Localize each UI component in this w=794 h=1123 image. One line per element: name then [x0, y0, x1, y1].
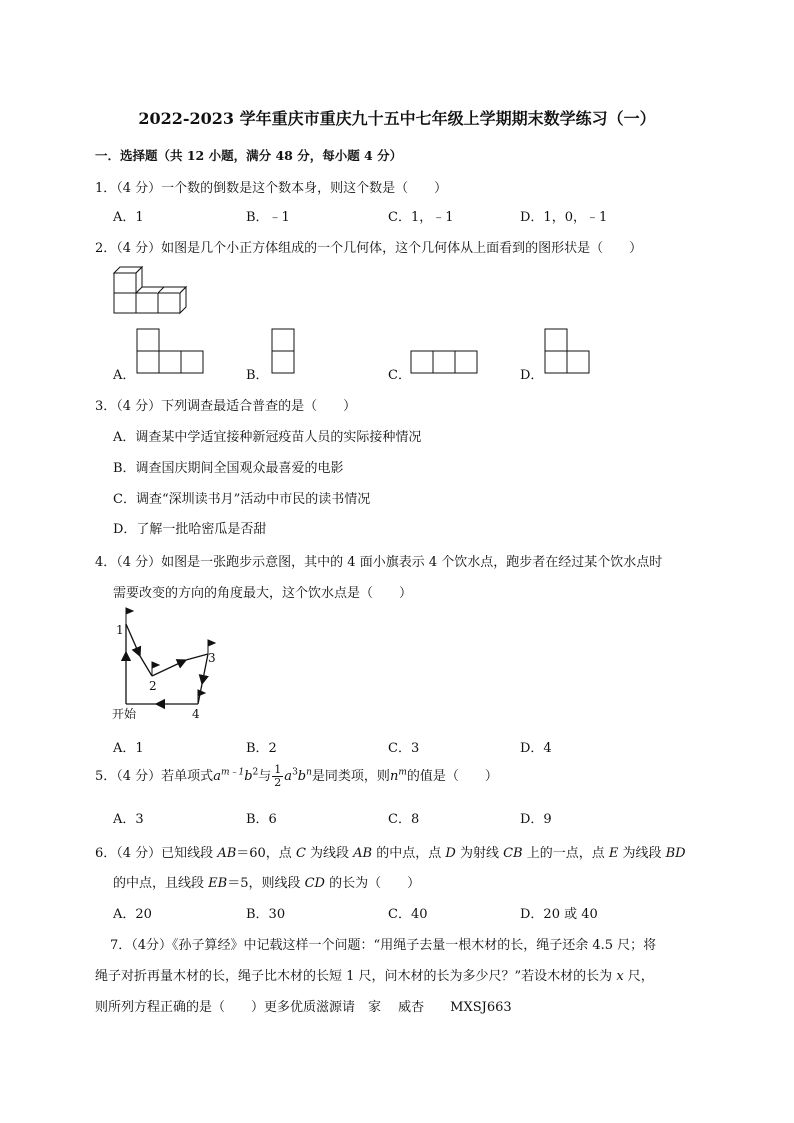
question-2-stem: 2．（4 分）如图是几个小正方体组成的一个几何体，这个几何体从上面看到的图形状是（ ）: [95, 241, 643, 256]
q5-fraction: [272, 764, 283, 789]
q5-tail: 的值是（ ）: [406, 769, 498, 784]
q5-frac-num: 1: [274, 763, 282, 776]
section-heading: 一．选择题（共 12 小题，满分 48 分，每小题 4 分）: [95, 148, 403, 163]
q2-option-d: D．: [520, 368, 544, 383]
q2-option-a: A．: [113, 368, 136, 383]
flag-label-3: 3: [208, 651, 216, 665]
question-7-line3: 则所列方程正确的是（ ）更多优质滋源请 家 威杏 MXSJ663: [95, 1000, 512, 1015]
start-label: 开始: [112, 707, 137, 721]
q4-option-a: A．1: [113, 741, 144, 756]
running-route-figure: [108, 606, 228, 724]
q5-option-b: B．6: [246, 812, 277, 827]
flag-label-1: 1: [116, 623, 124, 637]
q6-option-c: C．40: [388, 907, 428, 922]
q5-option-a: A．3: [113, 812, 144, 827]
q6-var-ab: AB: [353, 846, 373, 861]
q6-text: 的中点，点: [372, 846, 446, 861]
q6-var-cb: CB: [503, 846, 523, 861]
q1-option-d: D．1，0，﹣1: [520, 210, 608, 225]
question-7-line2: [95, 965, 654, 984]
q5-m2-aexp: 3: [292, 767, 298, 778]
q6-text: 的中点，且线段: [113, 876, 209, 891]
q6-option-d: D．20 或 40: [520, 907, 598, 922]
q5-mid: 与: [258, 769, 272, 784]
q6-text: 为线段: [618, 846, 666, 861]
question-4-stem-line2: 需要改变的方向的角度最大，这个饮水点是（ ）: [113, 586, 413, 601]
q5-m1-a: a: [213, 769, 221, 784]
q1-option-c: C．1，﹣1: [388, 210, 454, 225]
question-1-stem: 1．（4 分）一个数的倒数是这个数本身，则这个数是（ ）: [95, 181, 448, 196]
q5-option-d: D．9: [520, 812, 552, 827]
q5-m-exp: m: [398, 767, 407, 778]
q3-option-d: D．了解一批哈密瓜是否甜: [113, 522, 267, 537]
q6-var-ab: AB: [217, 846, 237, 861]
q6-text: 为线段: [305, 846, 354, 861]
q5-prefix: 5．（4 分）若单项式: [95, 769, 214, 784]
question-6-line1: [95, 842, 686, 861]
q2-option-c: C．: [388, 368, 411, 383]
q5-option-c: C．8: [388, 812, 420, 827]
q5-m2-a: a: [284, 769, 293, 784]
question-7-line1: 7．（4分）《孙子算经》中记载这样一个问题：“用绳子去量一根木材的长，绳子还余 4.5 尺；将: [110, 938, 657, 953]
q3-option-b: B．调查国庆期间全国观众最喜爱的电影: [113, 461, 344, 476]
q6-var-c: C: [295, 846, 306, 861]
q7-var-x: x: [616, 969, 624, 984]
q5-suffix: 是同类项，则: [311, 769, 390, 784]
q7-text: 绳子对折再量木材的长，绳子比木材的长短 1 尺，问木材的长为多少尺？”若设木材的长为: [95, 969, 617, 984]
q6-text: ＝5，则线段: [227, 876, 305, 891]
q5-m2-b: b: [297, 769, 307, 784]
q1-option-a: A．1: [113, 210, 144, 225]
q2-option-b-figure: [271, 328, 297, 374]
q2-option-d-figure: [544, 328, 592, 374]
q5-m1-aexp: m﹣1: [220, 767, 245, 778]
question-6-line2: [113, 872, 420, 891]
q6-var-eb: EB: [208, 876, 228, 891]
q5-m2-bexp: n: [306, 767, 312, 778]
q6-var-e: E: [608, 846, 619, 861]
q6-option-a: A．20: [113, 907, 152, 922]
q6-text: 6．（4 分）已知线段: [95, 846, 218, 861]
q1-option-b: B．﹣1: [246, 210, 290, 225]
q2-option-a-figure: [136, 328, 206, 374]
q5-n: n: [389, 769, 399, 784]
flag-label-2: 2: [149, 679, 157, 693]
q6-var-d: D: [445, 846, 456, 861]
q6-text: 的长为（ ）: [324, 876, 421, 891]
q5-m1-b: b: [244, 769, 253, 784]
q2-option-c-figure: [410, 350, 480, 376]
question-3-stem: 3．（4 分）下列调查最适合普查的是（ ）: [95, 399, 357, 414]
q7-text: 尺，: [623, 969, 654, 984]
q2-option-b: B．: [246, 368, 269, 383]
cube-solid-figure: [112, 266, 192, 316]
q6-option-b: B．30: [246, 907, 286, 922]
q6-var-cd: CD: [304, 876, 325, 891]
q6-text: 为射线: [455, 846, 504, 861]
q4-option-b: B．2: [246, 741, 277, 756]
q4-option-d: D．4: [520, 741, 552, 756]
q4-option-c: C．3: [388, 741, 420, 756]
q5-m1-bexp: 2: [252, 767, 259, 778]
question-4-stem-line1: 4．（4 分）如图是一张跑步示意图，其中的 4 面小旗表示 4 个饮水点，跑步者在经过某个饮水点时: [95, 555, 663, 570]
q5-frac-den: 2: [274, 776, 282, 789]
question-5-stem: [95, 764, 498, 789]
q3-option-c: C．调查“深圳读书月”活动中市民的读书情况: [113, 492, 371, 507]
flag-label-4: 4: [192, 707, 200, 721]
q6-text: 上的一点，点: [522, 846, 609, 861]
page-title: 2022-2023 学年重庆市重庆九十五中七年级上学期期末数学练习（一）: [138, 109, 656, 128]
q3-option-a: A．调查某中学适宜接种新冠疫苗人员的实际接种情况: [113, 430, 422, 445]
q6-var-bd: BD: [665, 846, 686, 861]
q6-text: ＝60，点: [236, 846, 296, 861]
